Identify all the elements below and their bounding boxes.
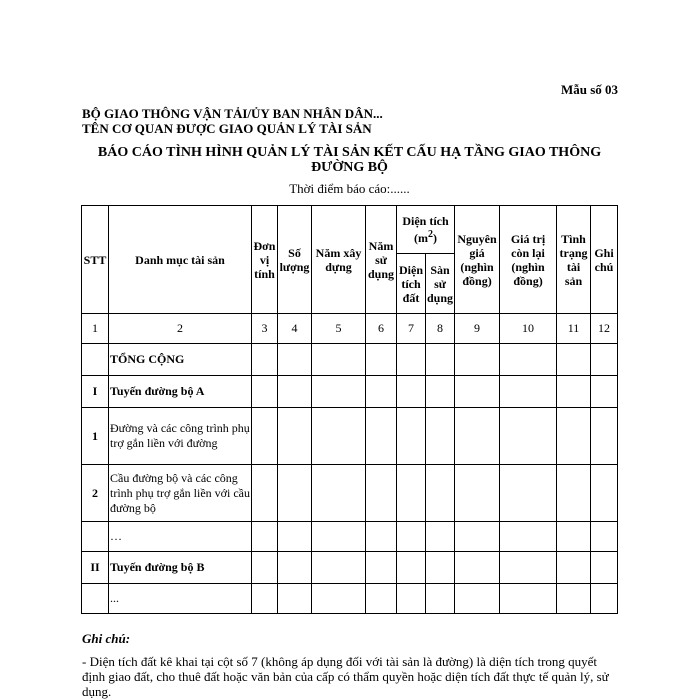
header-area-close: ) — [433, 231, 437, 245]
row-asset-name: Tuyến đường bộ A — [109, 376, 252, 408]
row-stt: 2 — [82, 465, 109, 522]
table-row-total — [82, 344, 618, 376]
table-row-section — [82, 376, 618, 408]
row-asset-name: ... — [109, 584, 252, 614]
table-row-ellipsis — [82, 584, 618, 614]
column-number: 5 — [312, 314, 366, 344]
row-stt: I — [82, 376, 109, 408]
notes-item: - Diện tích đất kê khai tại cột số 7 (không áp dụng đối với tài sản là đường) là diện tích trong quyết định giao đất, cho thuê đất hoặc văn bản của cấp có thẩm quyền hoặc diện tích đất thực tế quản lý, sử dụng. — [82, 654, 609, 699]
table-row — [82, 408, 618, 465]
column-number: 6 — [366, 314, 397, 344]
table-row-section — [82, 552, 618, 584]
row-stt — [82, 344, 109, 376]
header-year-used: Năm sử dụng — [366, 206, 397, 314]
column-number: 4 — [278, 314, 312, 344]
header-note: Ghi chú — [591, 206, 618, 314]
row-asset-name: Đường và các công trình phụ trợ gắn liền với đường — [109, 408, 252, 465]
row-stt: 1 — [82, 408, 109, 465]
column-number: 7 — [397, 314, 426, 344]
row-asset-name: TỔNG CỘNG — [109, 344, 252, 376]
asset-table — [81, 205, 618, 614]
report-title: BÁO CÁO TÌNH HÌNH QUẢN LÝ TÀI SẢN KẾT CẤU HẠ TẦNG GIAO THÔNG ĐƯỜNG BỘ — [97, 145, 602, 175]
row-asset-name: Tuyến đường bộ B — [109, 552, 252, 584]
header-remaining-value: Giá trị còn lại (nghìn đồng) — [500, 206, 557, 314]
table-row — [82, 465, 618, 522]
header-stt: STT — [82, 206, 109, 314]
header-original-price: Nguyên giá (nghìn đồng) — [455, 206, 500, 314]
column-number: 8 — [426, 314, 455, 344]
form-number: Mẫu số 03 — [560, 82, 618, 97]
header-area-label: Diện tích (m — [402, 214, 449, 245]
header-area-group — [397, 206, 455, 254]
table-row-ellipsis — [82, 522, 618, 552]
row-asset-name: Cầu đường bộ và các công trình phụ trợ gắn liền với cầu đường bộ — [109, 465, 252, 522]
header-unit: Đơn vị tính — [252, 206, 278, 314]
header-land-area: Diện tích đất — [397, 254, 426, 314]
agency-header — [82, 106, 383, 136]
column-number: 3 — [252, 314, 278, 344]
column-number: 9 — [455, 314, 500, 344]
report-time: Thời điểm báo cáo:...... — [289, 181, 410, 196]
header-year-built: Năm xây dựng — [312, 206, 366, 314]
column-number: 2 — [109, 314, 252, 344]
column-number: 11 — [557, 314, 591, 344]
header-quantity: Số lượng — [278, 206, 312, 314]
column-number-row — [82, 314, 618, 344]
row-stt — [82, 584, 109, 614]
column-number: 10 — [500, 314, 557, 344]
row-stt: II — [82, 552, 109, 584]
row-stt — [82, 522, 109, 552]
managing-unit-name: TÊN CƠ QUAN ĐƯỢC GIAO QUẢN LÝ TÀI SẢN — [82, 121, 372, 136]
header-area-unit-exponent: 2 — [428, 229, 433, 240]
column-number: 12 — [591, 314, 618, 344]
column-number: 1 — [82, 314, 109, 344]
agency-name: BỘ GIAO THÔNG VẬN TẢI/ỦY BAN NHÂN DÂN... — [82, 106, 383, 121]
row-asset-name: … — [109, 522, 252, 552]
header-status: Tình trạng tài sản — [557, 206, 591, 314]
header-floor-area: Sàn sử dụng — [426, 254, 455, 314]
header-asset-name: Danh mục tài sản — [109, 206, 252, 314]
notes-heading: Ghi chú: — [82, 631, 131, 646]
